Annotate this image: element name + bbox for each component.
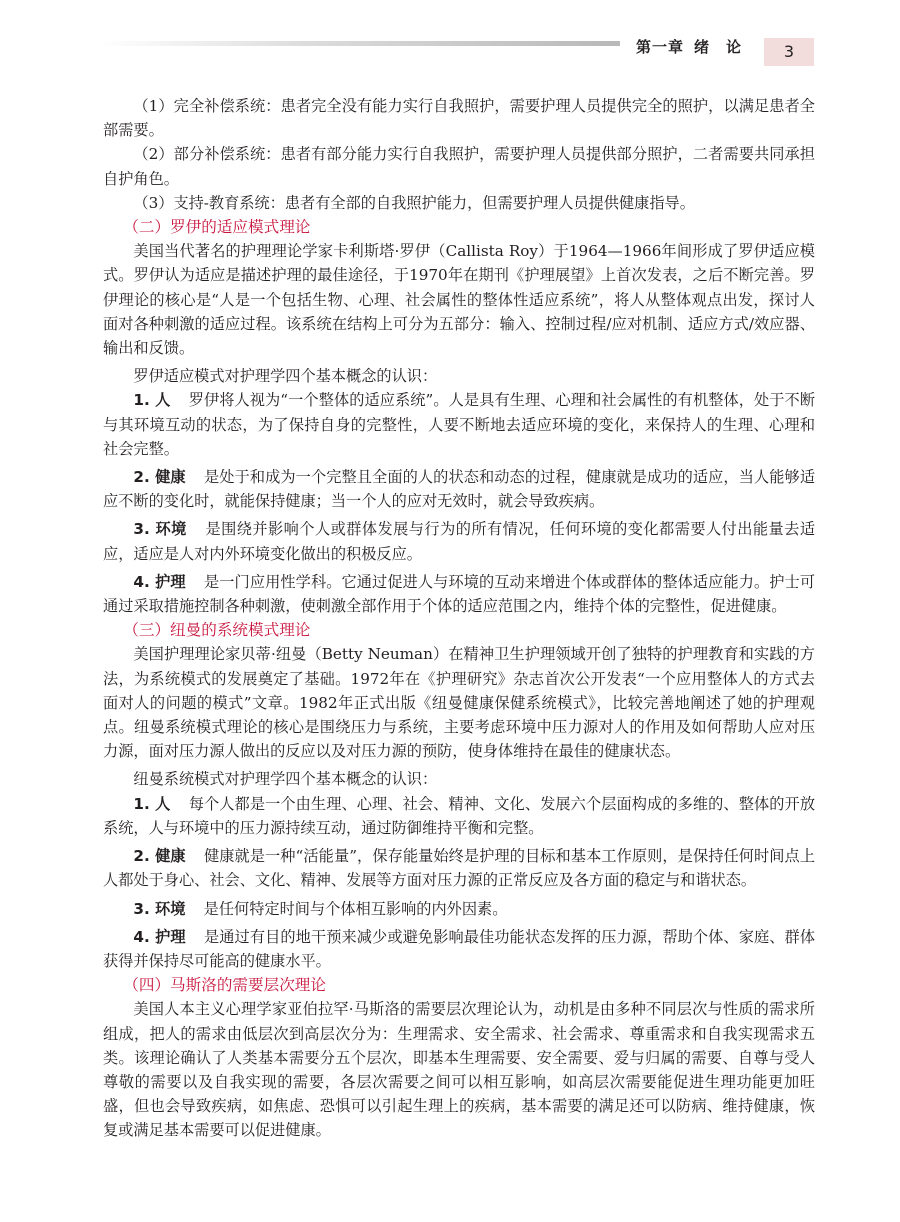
neuman-intro: 美国护理理论家贝蒂·纽曼（Betty Neuman）在精神卫生护理领域开创了独特的护理教育和实践的方法，为系统模式的发展奠定了基础。1972年在《护理研究》杂志首次公开发表“一个应用整体人的方式去面对人的问题的模式”文章。1982年正式出版《纽曼健康保健系统模式》，比较完善地阐述了她的护理观点。纽曼系统模式理论的核心是围绕压力与系统，主要考虑环境中压力源对人的作用及如何帮助人应对压力源，面对压力源人做出的反应以及对压力源的预防，使身体维持在最佳的健康状态。: [103, 645, 815, 761]
neuman-env-term: 3. 环境: [133, 899, 186, 918]
orem-partial-compensation: （2）部分补偿系统：患者有部分能力实行自我照护，需要护理人员提供部分照护，二者需要共同承担自护角色。: [103, 145, 815, 188]
roy-concepts-intro: 罗伊适应模式对护理学四个基本概念的认识：: [133, 367, 438, 386]
neuman-nursing-text: 是通过有目的地干预来减少或避免影响最佳功能状态发挥的压力源，帮助个体、家庭、群体获得并保持尽可能高的健康水平。: [103, 927, 816, 970]
neuman-person-term: 1. 人: [133, 794, 171, 813]
neuman-nursing: [103, 925, 815, 973]
roy-health: [103, 465, 815, 513]
roy-nursing-term: 4. 护理: [133, 572, 186, 591]
chapter-title: 绪 论: [694, 38, 743, 56]
page-body: [103, 94, 815, 1143]
roy-health-term: 2. 健康: [133, 468, 186, 487]
roy-nursing-text: 是一门应用性学科。它通过促进人与环境的互动来增进个体或群体的整体适应能力。护士可通过采取措施控制各种刺激，使刺激全部作用于个体的适应范围之内，维持个体的完整性，促进健康。: [103, 572, 816, 616]
roy-nursing: [103, 570, 815, 618]
roy-env-text: 是围绕并影响个人或群体发展与行为的所有情况，任何环境的变化都需要人付出能量去适应，适应是人对内外环境变化做出的积极反应。: [103, 520, 816, 563]
roy-person-term: 1. 人: [133, 391, 171, 410]
neuman-health: [103, 844, 815, 892]
neuman-person-text: 每个人都是一个由生理、心理、社会、精神、文化、发展六个层面构成的多维的、整体的开放系统，人与环境中的压力源持续互动，通过防御维持平衡和完整。: [103, 794, 816, 837]
neuman-concepts-intro: 纽曼系统模式对护理学四个基本概念的认识：: [133, 770, 438, 789]
page-number: 3: [764, 38, 814, 66]
roy-health-text: 是处于和成为一个完整且全面的人的状态和动态的过程，健康就是成功的适应，当人能够适应不断的变化时，就能保持健康；当一个人的应对无效时，就会导致疾病。: [103, 468, 816, 511]
orem-support-education: （3）支持-教育系统：患者有全部的自我照护能力，但需要护理人员提供健康指导。: [133, 193, 695, 212]
neuman-env-text: 是任何特定时间与个体相互影响的内外因素。: [203, 899, 508, 918]
maslow-heading: （四）马斯洛的需要层次理论: [123, 976, 326, 995]
maslow-intro: 美国人本主义心理学家亚伯拉罕·马斯洛的需要层次理论认为，动机是由多种不同层次与性质的需求所组成，把人的需求由低层次到高层次分为：生理需求、安全需求、社会需求、尊重需求和自我实现需求五类。该理论确认了人类基本需要分五个层次，即基本生理需要、安全需要、爱与归属的需要、自尊与受人尊敬的需要以及自我实现的需要，各层次需要之间可以相互影响，如高层次需要能促进生理功能更加旺盛，但也会导致疾病，如焦虑、恐惧可以引起生理上的疾病，基本需要的满足还可以防病、维持健康，恢复或满足基本需要可以促进健康。: [103, 1000, 815, 1140]
running-header: [636, 36, 742, 57]
neuman-heading: （三）纽曼的系统模式理论: [123, 621, 311, 640]
neuman-health-term: 2. 健康: [133, 847, 186, 866]
chapter-label: 第一章: [636, 38, 685, 56]
header-rule: [100, 41, 620, 46]
neuman-health-text: 健康就是一种“活能量”，保存能量始终是护理的目标和基本工作原则，是保持任何时间点上人都处于身心、社会、文化、精神、发展等方面对压力源的正常反应及各方面的稳定与和谐状态。: [103, 847, 816, 890]
neuman-person: [103, 792, 815, 840]
neuman-environment: [103, 897, 815, 921]
roy-person: [103, 388, 815, 461]
roy-intro: 美国当代著名的护理理论学家卡利斯塔·罗伊（Callista Roy）于1964—1966年间形成了罗伊适应模式。罗伊认为适应是描述护理的最佳途径，于1970年在期刊《护理展望》上首次发表，之后不断完善。罗伊理论的核心是“人是一个包括生物、心理、社会属性的整体性适应系统”，将人从整体观点出发，探讨人面对各种刺激的适应过程。该系统在结构上可分为五部分：输入、控制过程/应对机制、适应方式/效应器、输出和反馈。: [103, 242, 815, 358]
roy-heading: （二）罗伊的适应模式理论: [123, 218, 311, 237]
roy-env-term: 3. 环境: [133, 520, 187, 539]
neuman-nursing-term: 4. 护理: [133, 927, 186, 946]
orem-full-compensation: （1）完全补偿系统：患者完全没有能力实行自我照护，需要护理人员提供完全的照护，以满足患者全部需要。: [103, 97, 815, 140]
roy-environment: [103, 517, 815, 565]
roy-person-text: 罗伊将人视为“一个整体的适应系统”。人是具有生理、心理和社会属性的有机整体，处于不断与其环境互动的状态，为了保持自身的完整性，人要不断地去适应环境的变化，来保持人的生理、心理和社会完整。: [103, 391, 816, 458]
